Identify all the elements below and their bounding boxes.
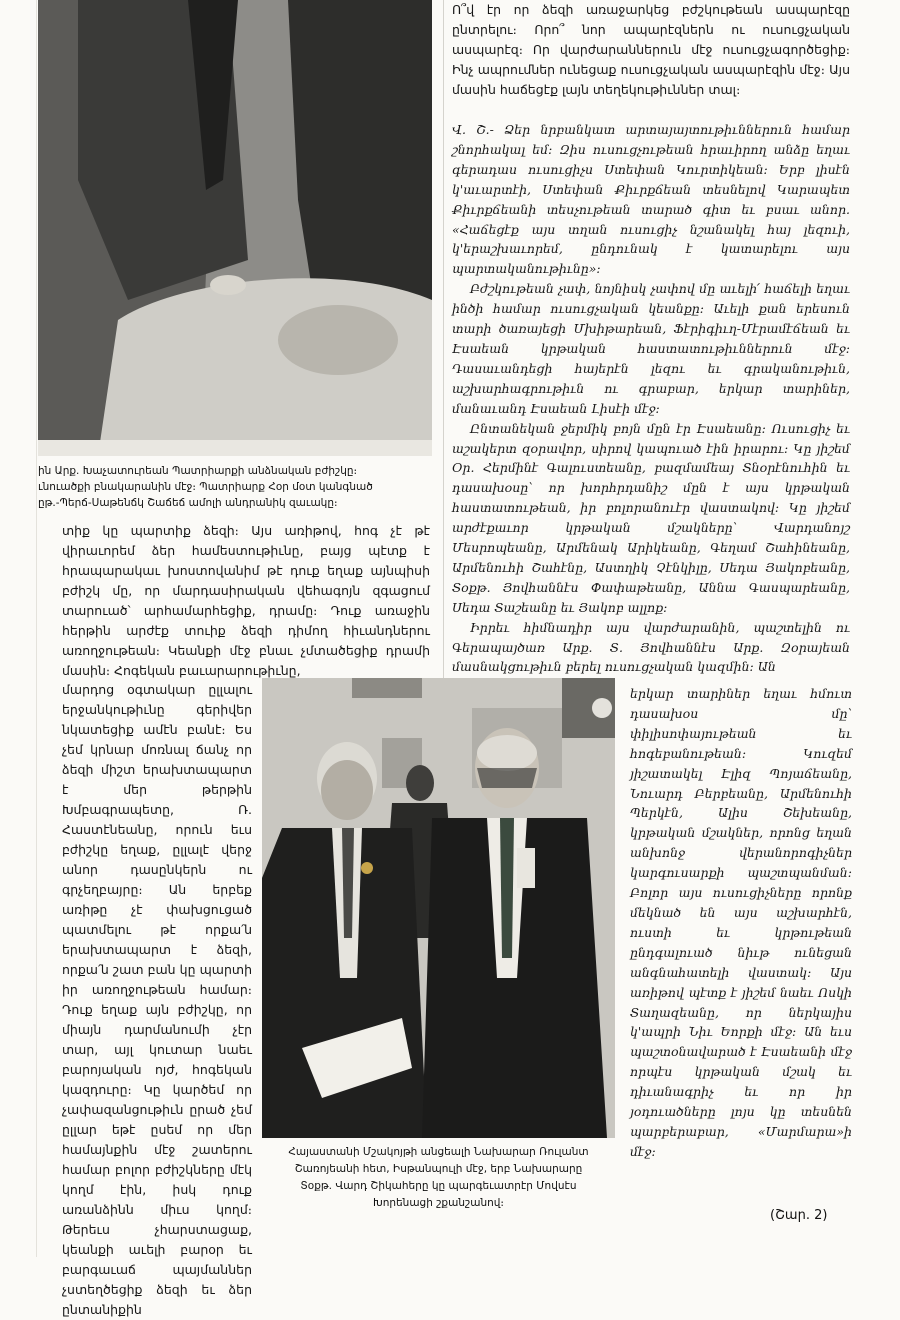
continued-note: (Շար. 2) <box>770 1208 828 1223</box>
answer-paragraph-2: Բժշկութեան չափ, նոյնիսկ չափով մը աւելի՛ հաճելի եղաւ ինծի համար ուսուցչական կեանքը։ Աւելի քան երեսուն տարի ծառայեցի Մխիթարեան, Ֆէրիգիւղ-Մէրամէճեան եւ Էսաեան կրթական հաստատութիւններուն մէջ։ Դասաւանդեցի հայերէն լեզու եւ գրականութիւն, աշխարհագրութիւն ու գրաբար, երկար տարիներ, մանաւանդ Էսաեան Լիսէի մէջ։ <box>452 281 850 416</box>
photo-mid-image <box>262 678 615 1138</box>
right-narrow-column <box>630 684 852 1194</box>
answer-paragraph-4: Իրրեւ հիմնադիր այս վարժարանին, պաշտելին ու Գերապայծառ Արք. Տ. Յովհաննէս Արք. Զօրայեան մասնակցութիւն բերել ուսուցչական կազմին։ Ան <box>452 619 850 675</box>
right-narrow-text: երկար տարիներ եղաւ հմուտ դասախօս մը՝ փիլիսոփայութեան եւ հոգեբանութեան։ Կուզեմ յիշատակել Էլիզ Պոյաճեանը, Նուարդ Բերբեանը, Արմենուհի Պերկէն, Ալիս Շեխեանը, կրթական մշակներ, որոնց եղան անխոնջ վերանորոգիչներ կարգուսարքի պաշտպանման։ Բոլոր այս ուսուցիչները որոնք մեկնած են այս աշխարհէն, ուստի եւ կրթութեան ընդգալուած նիւթ ունեցան անգնահատելի վաստակ։ Այս առիթով պէտք է յիշեմ նաեւ Ոսկի Տաղազեանը, որ ներկայիս կ'ապրի Նիւ Եորքի մէջ։ Ան եւս պաշտօնավարած է Էսաեանի մէջ որպէս կրթական մշակ եւ դիւանագրիչ եւ որ իր յօդուածները լոյս կը տեսնեն պարբերաբար, «Մարմարա»ի մէջ։ <box>630 686 852 1159</box>
photo-top-image <box>38 0 432 456</box>
photo-mid-caption-line-2: Շառոյեանի հետ, Իսթանպուլի մէջ, երբ Նախարարը <box>294 1163 583 1175</box>
photo-mid-caption-line-3: Տօքթ. Վարդ Շիկահերը կը պարգեւատրէր Մովսէս <box>300 1180 577 1192</box>
photo-mid-caption-line-4: Խորենացի շքանշանով։ <box>373 1197 504 1209</box>
photo-mid-caption-line-1: Հայաստանի Մշակոյթի անցեալի Նախարար Ռուլանտ <box>288 1146 589 1158</box>
photo-top-caption-line-2: ւնուածքի բնակարանին մէջ։ Պատրիարք Հօր մօտ կանգնած <box>38 481 373 493</box>
answer-column <box>452 120 850 680</box>
left-column-text <box>62 521 430 678</box>
question-text: Ո՞վ էր որ ձեզի առաջարկեց բժշկութեան ասպարէզը ընտրելու։ Որո՞ նոր ապարէզներն ու ուսուցչական ասպարէզ։ Որ վարժարաններուն մէջ ուսուցչագործեցիք։ Ինչ ապրումներ ունեցաք ուսուցչական ասպարէզին մէջ։ Այս մասին հաճեցէք լայն տեղեկութիւններ տալ։ <box>452 2 850 97</box>
column-rule <box>443 0 444 680</box>
left-narrow-text: մարդոց օգտակար ըլլալու երջանկութիւնը գերիվեր նկատեցիք ամէն բանէ։ Ես չեմ կրնար մոռնալ ճանչ որ ձեզի միշտ երախտապարտ է մեր թերթին Խմբագրապետը, Ռ. Հաստէնեանը, որուն եւս բժիշկը եղաք, ըլլալէ վերջ անոր դասընկերն ու գրչեղբայրը։ Ան երբեք առիթը չէ փախցուցած պատմելու թէ որքա՛ն երախտապարտ է ձեզի, որքա՛ն շատ բան կը պարտի իր առողջութեան համար։ Դուք եղաք այն բժիշկը, որ միայն դարմանումի չէր տար, այլ կուտար նաեւ բարոյական ոյժ, հոգեկան կազդուրը։ Կը կարծեմ որ չափազանցութիւն ըրած չեմ ըլլար եթէ ըսեմ որ մեր համայնքին մէջ շատերու համար բոլոր բժիշկները մէկ կողմ էին, իսկ դուք առանձինն միւս կողմ։ Թերեւս չհարստացաք, կեանքի աւելի բարօր եւ բարգաւաճ պայմաններ չստեղծեցիք ձեզի եւ ձեր ընտանիքին <box>62 682 252 1317</box>
question-paragraph <box>452 0 850 98</box>
left-paragraph-1: տիք կը պարտիք ձեզի։ Այս առիթով, հոգ չէ թէ վիրաւորեմ ձեր համեստութիւնը, բայց պէտք է հրապարակաւ խոստովանիմ թէ դուք եղաք այնպիսի բժիշկ մը, որ մարդասիրական վեհագոյն զգացում տարուած՝ արհամարհեցիք, դրամը։ Դուք առաջին հերթին արժէք տուիք ձեզի դիմող հիւանդներու առողջութեան։ Կեանքի մէջ բնաւ չմտածեցիք դրամի մասին։ Հոգեկան բաւարարութիւնը, <box>62 523 430 678</box>
answer-paragraph-1: Վ. Շ.- Ձեր նրբանկատ արտայայտութիւններուն համար շնորհակալ եմ։ Զիս ուսուցչութեան հրաւիրող անձը եղաւ գերադաս ուսուցիչս Ստեփան Կուրտիկեան։ Երբ լիսէն կ'աւարտէի, Ստեփան Քիւրքճեան տեսնելով Կարապետ Քիւրքճեանի տեսչութեան տարած գիտ եւ բսաւ անոր. «Հաճեցէք այս տղան ուսուցիչ նշանակել հայ լեզուի, կ'երաշխաւորեմ, ընդունակ է կատարելու այս պարտականութիւնը»։ <box>452 122 850 277</box>
page-fold-line <box>36 0 37 1257</box>
left-narrow-column <box>62 680 252 1317</box>
answer-paragraph-3: Ընտանեկան ջերմիկ բոյն մըն էր Էսաեանը։ Ուսուցիչ եւ աշակերտ զօրավոր, սիրով կապուած էին իրարու։ Կը յիշեմ Օր. Հերմինէ Գալուստեանը, բազմամեայ Տնօրէնուհին եւ դասախօսը՝ որ խորհրդանիշ մըն է այս կրթական հաստատութեան, իր բոլորանուէր վաստակով։ Կը յիշեմ արժէքաւոր կրթական մշակները՝ Վարդանոյշ Մեսրոպեանը, Արմենակ Արիկեանը, Գեղամ Շահինեանը, Արմենուհի Շահէնը, Աստղիկ Չէնկիլը, Սեդա Յակոբեանը, Տօքթ. Յովհաննէս Փափաթեանը, Աննա Գասպարեանը, Սեդա Տաշեանը եւ Յակոբ ալլոք։ <box>452 420 850 615</box>
photo-top-caption-line-3: ըթ.-Պերճ-Սաթենճկ Շաճեճ ամոլի անդրանիկ զաւակը։ <box>38 497 338 509</box>
photo-portrait-men <box>38 0 432 456</box>
photo-award-ceremony <box>262 678 615 1138</box>
photo-top-caption-line-1: ին Արք. Խաչատուրեան Պատրիարքի անձնական բժիշկը։ <box>38 465 358 477</box>
